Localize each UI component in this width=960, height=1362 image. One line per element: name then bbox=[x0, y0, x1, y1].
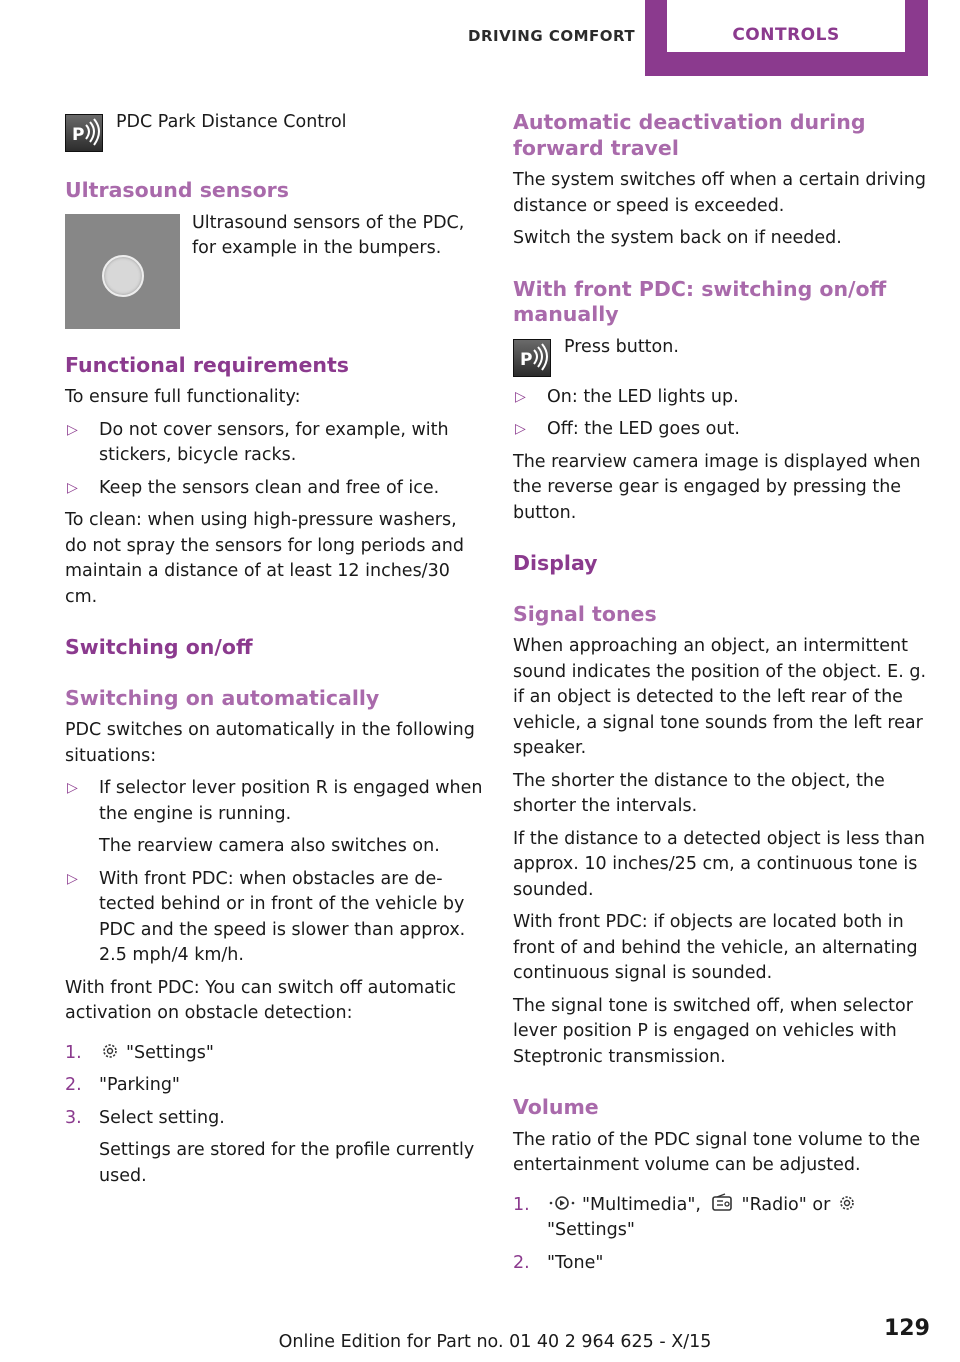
page-number: 129 bbox=[884, 1316, 930, 1341]
triangle-bullet-icon: ▷ bbox=[515, 388, 526, 405]
press-button-row bbox=[513, 335, 933, 378]
ultrasound-row bbox=[65, 211, 483, 328]
radio-icon bbox=[708, 1193, 736, 1213]
list-item: 2. "Parking" bbox=[65, 1075, 180, 1095]
triangle-bullet-icon: ▷ bbox=[67, 421, 78, 438]
multimedia-icon bbox=[548, 1193, 576, 1213]
display-heading: Display bbox=[513, 551, 598, 575]
front-pdc-text: With front PDC: You can switch off automatic activation on obstacle detection: bbox=[65, 977, 457, 1023]
triangle-bullet-icon: ▷ bbox=[67, 479, 78, 496]
auto-deactivation-p2: Switch the system back on if needed. bbox=[513, 228, 842, 248]
volume-heading: Volume bbox=[513, 1095, 599, 1119]
signal-text-3: If the distance to a detected object is less than approx. 10 inches/25 cm, a continuous tone is sounded. bbox=[513, 828, 925, 900]
pdc-button-icon bbox=[65, 114, 103, 152]
svg-text:P: P bbox=[72, 125, 85, 145]
pdc-button-icon bbox=[513, 339, 551, 377]
pdc-label-row bbox=[65, 110, 483, 153]
list-item: ▷ Keep the sensors clean and free of ice. bbox=[65, 476, 483, 502]
switching-heading: Switching on/off bbox=[65, 635, 253, 659]
header-tab-label: CONTROLS bbox=[732, 25, 840, 45]
auto-on-intro: PDC switches on automatically in the following situations: bbox=[65, 720, 475, 766]
functional-heading: Functional requirements bbox=[65, 352, 350, 377]
press-button-text: Press button. bbox=[564, 336, 679, 357]
list-item: 1. "Settings" bbox=[65, 1042, 214, 1063]
front-manual-heading: With front PDC: switching on/off manually bbox=[513, 276, 887, 326]
list-item: ▷ On: the LED lights up. bbox=[513, 385, 933, 411]
signal-text-1: When approaching an object, an intermittent sound indicates the position of the object. E. g. if an object is detected to the left rear of the vehicle, a signal tone sounds from the left rear speaker. bbox=[513, 636, 927, 758]
functional-intro: To ensure full functionality: bbox=[65, 387, 301, 407]
settings-gear-icon bbox=[837, 1193, 857, 1213]
triangle-bullet-icon: ▷ bbox=[67, 870, 78, 887]
right-column bbox=[513, 110, 933, 1283]
volume-text: The ratio of the PDC signal tone volume to the entertainment volume can be adjusted. bbox=[513, 1129, 921, 1175]
header-tab bbox=[645, 0, 928, 76]
signal-text-5: The signal tone is switched off, when selector lever position P is engaged on vehicles with Steptronic transmission. bbox=[513, 995, 913, 1067]
ultrasound-heading: Ultrasound sensors bbox=[65, 178, 289, 202]
list-item: 1. "Multimedia", "Radio" or "Settings" bbox=[513, 1193, 933, 1244]
list-item: 3. Select setting. Settings are stored for the profile currently used. bbox=[65, 1107, 475, 1186]
left-column bbox=[65, 110, 483, 1196]
auto-on-heading: Switching on automatically bbox=[65, 685, 380, 710]
camera-text: The rearview camera image is displayed when the reverse gear is engaged by pressing the button. bbox=[513, 451, 921, 523]
list-item: ▷ With front PDC: when obstacles are detected behind or in front of the vehicle by PDC and the speed is slower than approx. 2.5 mph/4 km/h. bbox=[67, 868, 466, 965]
settings-gear-icon bbox=[100, 1041, 120, 1061]
auto-deactivation-p1: The system switches off when a certain driving distance or speed is exceeded. bbox=[513, 170, 926, 216]
cleaning-text: To clean: when using high-pressure washers, do not spray the sensors for long periods and maintain a distance of at least 12 inches/30 cm. bbox=[65, 510, 464, 607]
svg-text:P: P bbox=[520, 349, 533, 370]
signal-tones-heading: Signal tones bbox=[513, 601, 657, 626]
auto-deactivation-heading: Automatic deactivation during forward travel bbox=[513, 110, 866, 160]
list-item: ▷ Off: the LED goes out. bbox=[513, 417, 933, 443]
list-item: ▷ Do not cover sensors, for example, with stickers, bicycle racks. bbox=[67, 419, 449, 465]
triangle-bullet-icon: ▷ bbox=[515, 421, 526, 437]
list-item: ▷ If selector lever position R is engaged when the engine is running. The rearview camera also switches on. bbox=[67, 778, 483, 856]
ultrasound-sensor-image bbox=[65, 214, 180, 329]
footer-edition: Online Edition for Part no. 01 40 2 964 625 - X/15 bbox=[278, 1332, 712, 1352]
triangle-bullet-icon: ▷ bbox=[67, 780, 78, 796]
signal-text-4: With front PDC: if objects are located both in front of and behind the vehicle, an alternating continuous signal is sounded. bbox=[513, 912, 918, 983]
signal-text-2: The shorter the distance to the object, the shorter the intervals. bbox=[513, 770, 885, 816]
pdc-label: PDC Park Distance Control bbox=[116, 112, 347, 132]
header-section-label: DRIVING COMFORT bbox=[468, 27, 636, 45]
list-item: 2. "Tone" bbox=[513, 1252, 604, 1273]
ultrasound-text: Ultrasound sensors of the PDC, for example in the bumpers. bbox=[192, 212, 465, 258]
